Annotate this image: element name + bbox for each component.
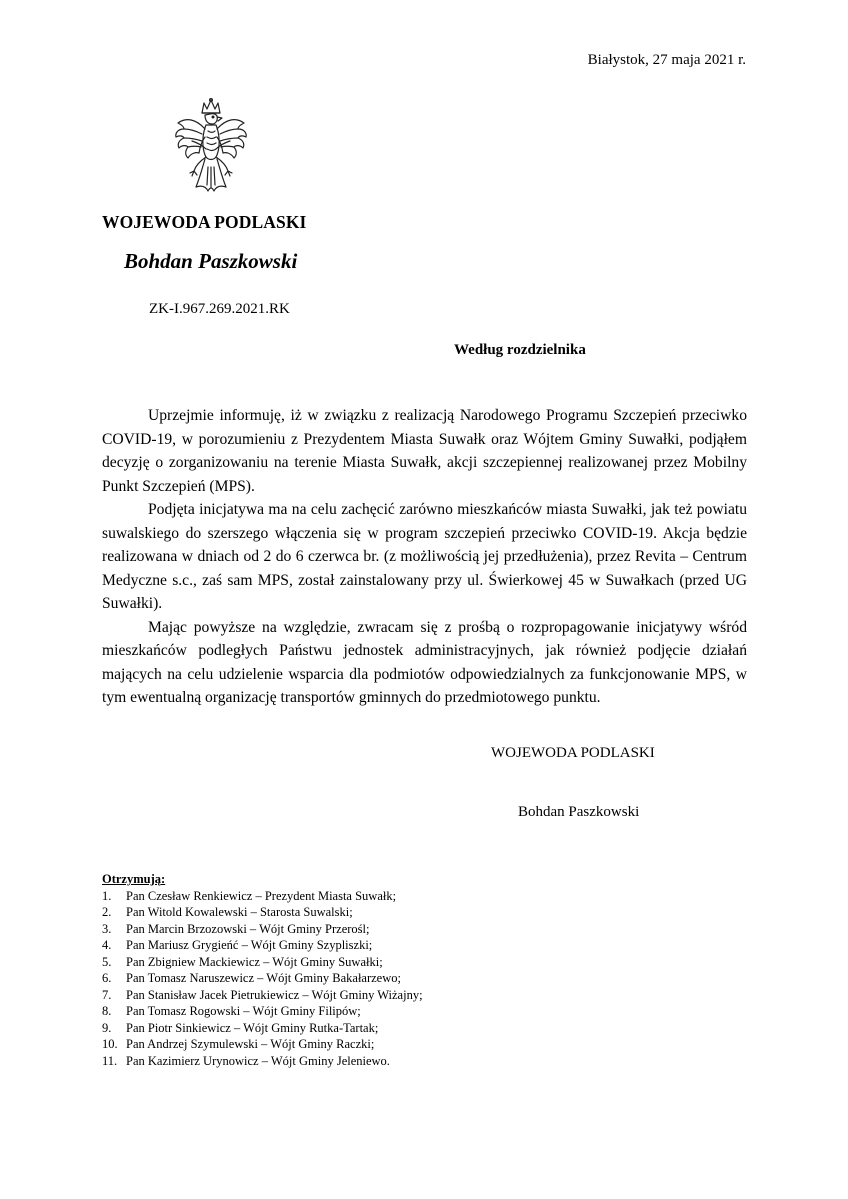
list-item [102, 937, 423, 954]
list-item-number: 2. [102, 905, 112, 919]
list-item [102, 921, 423, 938]
list-item-number: 6. [102, 971, 112, 985]
list-item-text: Pan Kazimierz Urynowicz – Wójt Gminy Jeleniewo. [126, 1053, 390, 1068]
list-item [102, 1036, 423, 1053]
list-item-text: Pan Czesław Renkiewicz – Prezydent Miasta Suwałk; [126, 888, 397, 903]
list-item-number: 3. [102, 921, 112, 936]
list-item-text: Pan Marcin Brzozowski – Wójt Gminy Przerośl; [126, 921, 370, 936]
list-item-number: 1. [102, 888, 112, 903]
list-item-number: 7. [102, 987, 112, 1002]
list-item [102, 970, 423, 987]
list-item-text: Pan Stanisław Jacek Pietrukiewicz – Wójt Gminy Wiżajny; [126, 987, 423, 1002]
list-item-number: 5. [102, 954, 112, 969]
list-item-text: Pan Witold Kowalewski – Starosta Suwalski; [126, 905, 353, 919]
recipients-list [102, 871, 423, 1069]
list-item [102, 954, 423, 971]
list-item [102, 1053, 423, 1070]
list-item [102, 987, 423, 1004]
office-holder-name: Bohdan Paszkowski [124, 249, 298, 273]
addressee: Według rozdzielnika [454, 342, 586, 358]
list-item-text: Pan Tomasz Naruszewicz – Wójt Gminy Bakałarzewo; [126, 971, 401, 985]
list-item-number: 9. [102, 1020, 112, 1035]
signature-title: WOJEWODA PODLASKI [491, 745, 655, 761]
list-item-number: 4. [102, 938, 112, 952]
list-item [102, 904, 423, 921]
place-date: Białystok, 27 maja 2021 r. [587, 52, 746, 68]
list-item-number: 10. [102, 1037, 118, 1051]
list-item-text: Pan Tomasz Rogowski – Wójt Gminy Filipów; [126, 1004, 361, 1018]
list-item-text: Pan Mariusz Grygieńć – Wójt Gminy Szypliszki; [126, 938, 373, 952]
office-title: WOJEWODA PODLASKI [102, 212, 307, 232]
body-paragraph: Mając powyższe na względzie, zwracam się z prośbą o rozpropagowanie inicjatywy wśród mieszkańców podległych Państwu jednostek administracyjnych, jak również podjęcie działań mających na celu udzielenie wsparcia dla podmiotów odpowiedzialnych za funkcjonowanie MPS, w tym ewentualną organizację transportów gminnych do przedmiotowego punktu. [102, 618, 747, 706]
white-eagle-emblem-icon [172, 97, 250, 201]
signature-name: Bohdan Paszkowski [518, 804, 640, 820]
recipients-heading: Otrzymują: [102, 872, 166, 886]
reference-number: ZK-I.967.269.2021.RK [149, 301, 290, 317]
list-item [102, 1020, 423, 1037]
list-item-number: 11. [102, 1053, 118, 1068]
body-paragraph: Uprzejmie informuję, iż w związku z realizacją Narodowego Programu Szczepień przeciwko COVID-19, w porozumieniu z Prezydentem Miasta Suwałk oraz Wójtem Gminy Suwałki, podjąłem decyzję o zorganizowaniu na terenie Miasta Suwałk, akcji szczepiennej realizowanej przez Mobilny Punkt Szczepień (MPS). [102, 407, 747, 495]
list-item-text: Pan Zbigniew Mackiewicz – Wójt Gminy Suwałki; [126, 954, 383, 969]
list-item-text: Pan Andrzej Szymulewski – Wójt Gminy Raczki; [126, 1037, 375, 1051]
list-item [102, 888, 423, 905]
list-item [102, 1003, 423, 1020]
letter-body [102, 404, 747, 710]
body-paragraph: Podjęta inicjatywa ma na celu zachęcić zarówno mieszkańców miasta Suwałki, jak też powiatu suwalskiego do szerszego włączenia się w program szczepień przeciwko COVID-19. Akcja będzie realizowana w dniach od 2 do 6 czerwca br. (z możliwością jej przedłużenia), przez Revita – Centrum Medyczne s.c., zaś sam MPS, został zainstalowany przy ul. Świerkowej 45 w Suwałkach (przed UG Suwałki). [102, 501, 747, 612]
list-item-text: Pan Piotr Sinkiewicz – Wójt Gminy Rutka-Tartak; [126, 1020, 379, 1035]
list-item-number: 8. [102, 1004, 112, 1018]
